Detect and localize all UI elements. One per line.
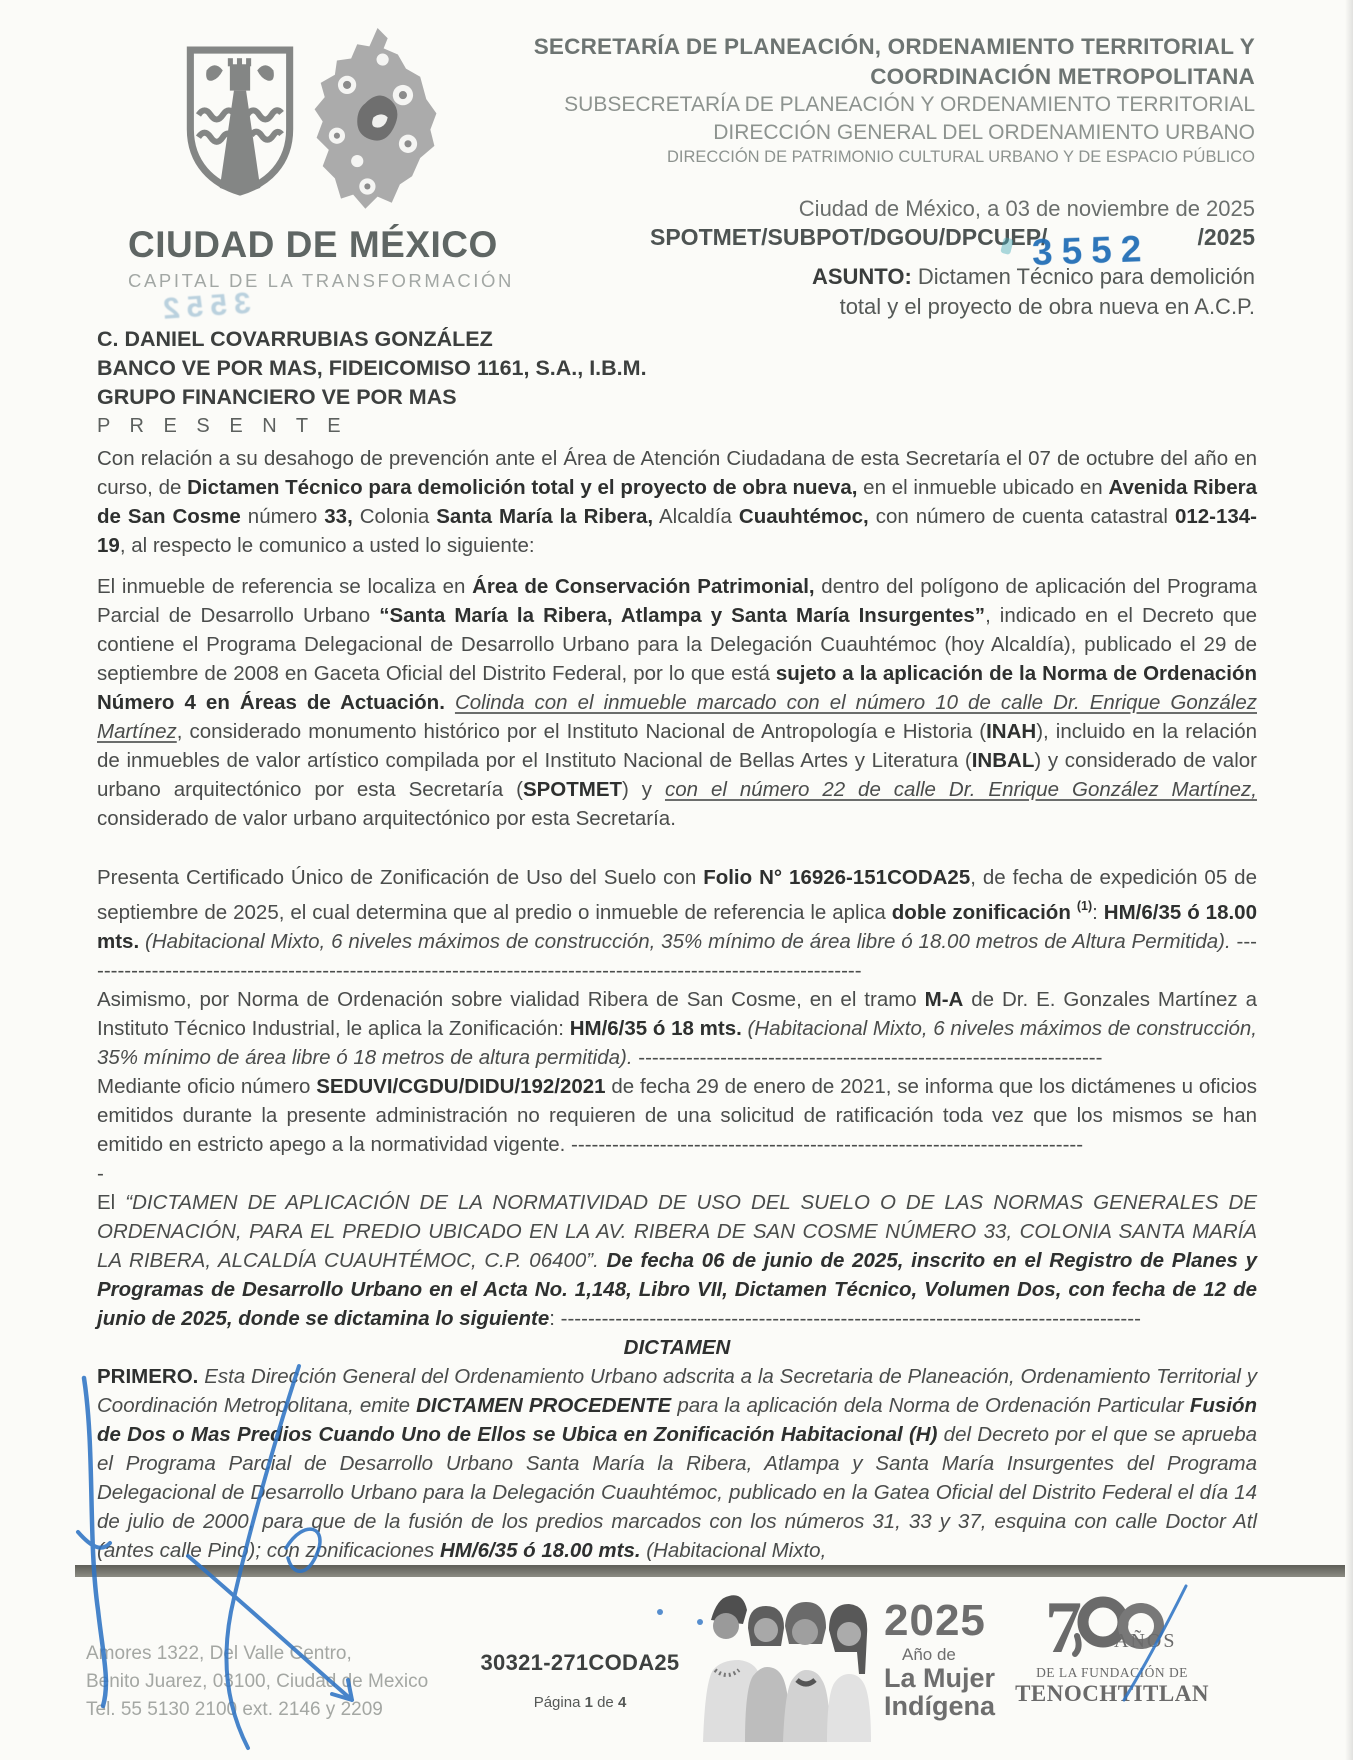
footer-address-line-1: Amores 1322, Del Valle Centro,: [86, 1643, 352, 1664]
text-segment: con el número 22 de calle Dr. Enrique González Martínez,: [664, 778, 1257, 801]
text-segment: Mediante oficio número: [97, 1075, 317, 1098]
text-segment: en el inmueble ubicado en: [857, 476, 1109, 499]
asunto-line-1: [812, 262, 1255, 292]
direccion-patrimonio-line: DIRECCIÓN DE PATRIMONIO CULTURAL URBANO Y DE ESPACIO PÚBLICO: [667, 147, 1255, 166]
text-segment: , al respecto le comunico a usted lo siguiente:: [119, 534, 535, 557]
text-segment: INAH: [986, 720, 1037, 743]
text-segment: (Habitacional Mixto, 6 niveles máximos de construcción, 35% mínimo de área libre ó 18.00 metros de Altura Permitida).: [145, 930, 1231, 953]
letterhead-block: [500, 32, 1255, 169]
ink-bleed-stamp-number: 3552: [154, 286, 252, 327]
text-segment: Avenida Ribera de San Cosme: [97, 476, 1257, 528]
subsecretaria-line: SUBSECRETARÍA DE PLANEACIÓN Y ORDENAMIENTO TERRITORIAL: [564, 93, 1255, 117]
coat-of-arms-shield-icon: [184, 44, 296, 196]
text-segment: “Santa María la Ribera, Atlampa y Santa María Insurgentes”: [379, 604, 986, 627]
text-segment: Presenta Certificado Único de Zonificación de Uso del Suelo con: [97, 866, 704, 889]
svg-text:7: 7: [1045, 1592, 1082, 1658]
text-segment: El: [97, 1191, 126, 1214]
number-700-glyph: [1017, 1592, 1207, 1658]
ano-de-text: Año de: [902, 1645, 956, 1665]
logo-subtitle: CAPITAL DE LA TRANSFORMACIÓN: [128, 270, 514, 291]
recipient-name: C. DANIEL COVARRUBIAS GONZÁLEZ: [97, 327, 493, 351]
la-mujer-text: La Mujer: [884, 1663, 996, 1694]
year-2025-logo: [884, 1598, 995, 1721]
paragraph: [97, 1362, 1257, 1565]
text-segment: HM/6/35 ó 18.00 mts.: [97, 901, 1257, 953]
text-segment: Dictamen Técnico para demolición total y el proyecto de obra nueva,: [187, 476, 858, 499]
text-segment: ), incluido en la relación de inmuebles de valor artístico compilada por el Instituto Nacional de Bellas Artes y Literatura (: [97, 720, 1258, 772]
paragraph: [97, 1188, 1257, 1333]
recipient-block: [97, 325, 647, 441]
text-segment: con número de cuenta catastral: [868, 505, 1175, 528]
text-segment: M-A: [924, 988, 964, 1011]
asunto-line-2: total y el proyecto de obra nueva en A.C.P.: [839, 294, 1255, 320]
secretaria-line-1: SECRETARÍA DE PLANEACIÓN, ORDENAMIENTO TERRITORIAL Y: [533, 34, 1255, 59]
text-segment: ) y: [622, 778, 665, 801]
asunto-block: [812, 262, 1255, 323]
text-segment: Colonia: [352, 505, 437, 528]
text-segment: DICTAMEN PROCEDENTE: [416, 1394, 672, 1417]
paragraph: [97, 572, 1257, 833]
presente-line: P R E S E N T E: [97, 415, 348, 437]
page-number: 1: [584, 1694, 593, 1711]
text-segment: [445, 691, 455, 714]
text-segment: 33,: [324, 505, 353, 528]
text-segment: “DICTAMEN DE APLICACIÓN DE LA NORMATIVIDAD DE USO DEL SUELO O DE LAS NORMAS GENERALES DE ORDENACIÓN, PARA EL PREDIO UBICADO EN LA AV. RIBERA DE SAN COSME NÚMERO 33, COLONIA SANTA MARÍA LA RIBERA, ALCALDÍA CUAUHTÉMOC, C.P. 06400”.: [97, 1191, 1257, 1272]
text-segment: de fecha 29 de enero de 2021, se informa que los dictámenes u oficios emitidos durante la presente administración no requieren de una solicitud de ratificación toda vez que los mismos se han emitido en estricto apego a la normatividad vigente. ---------------------------------------------------------------------------: [97, 1075, 1257, 1156]
text-segment: Cuauhtémoc,: [738, 505, 869, 528]
text-segment: SEDUVI/CGDU/DIDU/192/2021: [316, 1075, 606, 1098]
text-segment: HM/6/35 ó 18 mts.: [569, 1017, 742, 1040]
paragraph: [97, 1159, 1257, 1188]
footer-doc-block: [470, 1650, 690, 1711]
text-segment: de Dr. E. Gonzales Martínez a Instituto Técnico Industrial, le aplica la Zonificación:: [97, 988, 1257, 1040]
folio-stamp-number: 3552: [1031, 227, 1151, 274]
indigenous-women-image: [693, 1592, 885, 1744]
text-segment: INBAL: [971, 749, 1035, 772]
footer-address-line-2: Benito Juarez, 03100, Ciudad de Mexico: [86, 1671, 429, 1692]
text-segment: Folio N° 16926-151CODA25: [703, 866, 971, 889]
text-segment: considerado de valor urbano arquitectónico por esta Secretaría.: [97, 807, 676, 830]
text-segment: (1): [1076, 899, 1093, 913]
footer-address-block: [86, 1640, 428, 1724]
tenochtitlan-700-logo: [1012, 1592, 1212, 1707]
tenochtitlan-text: TENOCHTITLAN: [1015, 1681, 1209, 1706]
footer-address-line-3: Tel. 55 5130 2100 ext. 2146 y 2209: [86, 1699, 383, 1720]
page-indicator: [470, 1694, 690, 1711]
text-segment: Colinda con el inmueble marcado con el número 10 de calle Dr. Enrique González Martínez: [97, 691, 1257, 743]
year-2025-text: 2025: [884, 1596, 986, 1645]
asunto-label: ASUNTO:: [811, 264, 912, 289]
text-segment: -------------------------------------------------------------------------------------------------------------------: [97, 930, 1257, 982]
oficio-suffix: /2025: [1197, 224, 1255, 250]
page-total: 4: [617, 1694, 627, 1711]
logo-title: CIUDAD DE MÉXICO: [128, 224, 498, 265]
asunto-text-1: Dictamen Técnico para demolición: [911, 264, 1255, 289]
text-segment: El inmueble de referencia se localiza en: [97, 575, 473, 598]
text-segment: : -------------------------------------------------------------------------------------: [549, 1307, 1141, 1330]
text-segment: De fecha 06 de junio de 2025, inscrito en el Registro de Planes y Programas de Desarrollo Urbano en el Acta No. 1,148, Libro VII, Dictamen Técnico, Volumen Dos, con fecha de 12 de junio de 2025, donde se dictamina lo siguiente: [97, 1249, 1257, 1330]
text-segment: --------------------------------------------------------------------: [632, 1046, 1103, 1069]
footer-doc-number: 30321-271CODA25: [480, 1650, 680, 1675]
text-segment: ) y considerado de valor urbano arquitectónico por esta Secretaría (: [97, 749, 1257, 801]
secretaria-line-2: COORDINACIÓN METROPOLITANA: [870, 63, 1255, 89]
footer-divider-bar: [75, 1565, 1345, 1577]
paragraph: [97, 863, 1257, 985]
text-segment: Santa María la Ribera,: [436, 505, 654, 528]
text-segment: PRIMERO.: [97, 1365, 199, 1388]
scan-edge-shade: [1345, 0, 1353, 1760]
date-line: Ciudad de México, a 03 de noviembre de 2025: [798, 196, 1255, 221]
text-segment: -: [97, 1162, 104, 1185]
paragraph: [97, 985, 1257, 1072]
stamp-ink-smudge: [1000, 237, 1014, 255]
text-segment: , considerado monumento histórico por el Instituto Nacional de Antropología e Historia (: [176, 720, 987, 743]
oficio-prefix: SPOTMET/SUBPOT/DGOU/DPCUEP/: [650, 224, 1048, 250]
text-segment: 012-134-19: [97, 505, 1258, 557]
text-segment: dentro del polígono de aplicación del Programa Parcial de Desarrollo Urbano: [97, 575, 1257, 627]
text-segment: doble zonificación: [891, 901, 1071, 924]
text-segment: (Habitacional Mixto,: [640, 1539, 827, 1562]
text-segment: DICTAMEN: [623, 1336, 731, 1359]
text-segment: para la aplicación dela Norma de Ordenación Particular: [671, 1394, 1190, 1417]
direccion-general-line: DIRECCIÓN GENERAL DEL ORDENAMIENTO URBANO: [713, 121, 1255, 145]
recipient-org-1: BANCO VE POR MAS, FIDEICOMISO 1161, S.A., I.B.M.: [97, 356, 647, 380]
text-segment: Con relación a su desahogo de prevención ante el Área de Atención Ciudadana de esta Secretaría el 07 de octubre del año en curso, de: [97, 447, 1257, 499]
text-segment: Esta Dirección General del Ordenamiento Urbano adscrita a la Secretaria de Planeación, Ordenamiento Territorial y Coordinación Metropolitana, emite: [97, 1365, 1257, 1417]
text-segment: SPOTMET: [522, 778, 623, 801]
fundacion-text: DE LA FUNDACIÓN DE: [1036, 1665, 1188, 1680]
paragraph: [97, 1333, 1257, 1362]
cdmx-map-emblem-icon: [306, 24, 444, 222]
anos-text: AÑOS: [1114, 1630, 1177, 1652]
page-of-label: de: [592, 1694, 618, 1711]
text-segment: Fusión de Dos o Mas Predios Cuando Uno de Ellos se Ubica en Zonificación Habitacional (H): [97, 1394, 1257, 1446]
text-segment: :: [1092, 901, 1104, 924]
paragraph: [97, 1072, 1257, 1159]
text-segment: número: [240, 505, 325, 528]
text-segment: HM/6/35 ó 18.00 mts.: [440, 1539, 641, 1562]
indigena-text: Indígena: [884, 1691, 996, 1722]
page-label: Página: [533, 1694, 585, 1711]
text-segment: Asimismo, por Norma de Ordenación sobre vialidad Ribera de San Cosme, en el tramo: [97, 988, 925, 1011]
letter-body: [97, 444, 1257, 1565]
text-segment: del Decreto por el que se aprueba el Programa Parcial de Desarrollo Urbano Santa María la Ribera, Atlampa y Santa María Insurgentes del Programa Delegacional de Desarrollo Urbano para la Delegación Cuauhtémoc, publicado en la Gatea Oficial del Distrito Federal el día 14 de julio de 2000, para que de la fusión de los predios marcados con los números 31, 33 y 37, esquina con calle Doctor Atl (antes calle Pino); con zonificaciones: [97, 1423, 1257, 1562]
oficio-number-line: [650, 224, 1255, 251]
text-segment: Área de Conservación Patrimonial,: [472, 575, 815, 598]
text-segment: , indicado en el Decreto que contiene el Programa Delegacional de Desarrollo Urbano para la Delegación Cuauhtémoc (hoy Alcaldía), publicado el 29 de septiembre de 2008 en Gaceta Oficial del Distrito Federal, por lo que está: [97, 604, 1258, 685]
paragraph: [97, 444, 1257, 560]
text-segment: Alcaldía: [653, 505, 739, 528]
text-segment: , de fecha de expedición 05 de septiembre de 2025, el cual determina que al predio o inmueble de referencia le aplica: [97, 866, 1257, 924]
recipient-org-2: GRUPO FINANCIERO VE POR MAS: [97, 385, 457, 409]
text-segment: (Habitacional Mixto, 6 niveles máximos de construcción, 35% mínimo de área libre ó 18 metros de altura permitida).: [97, 1017, 1257, 1069]
text-segment: sujeto a la aplicación de la Norma de Ordenación Número 4 en Áreas de Actuación.: [97, 662, 1257, 714]
